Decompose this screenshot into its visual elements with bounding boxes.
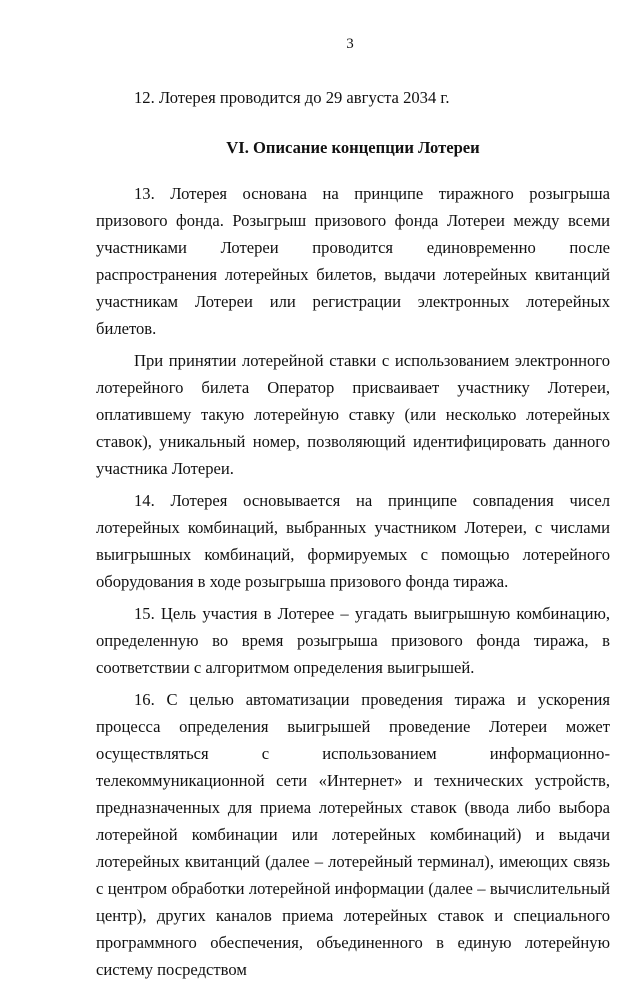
item-12: 12. Лотерея проводится до 29 августа 2034 г. [134,88,450,107]
section-heading: VI. Описание концепции Лотереи [226,138,480,157]
paragraph-14: 14. Лотерея основывается на принципе совпадения чисел лотерейных комбинаций, выбранных участником Лотереи, с числами выигрышных комбинаций, формируемых с помощью лотерейного оборудования в ходе розыгрыша призового фонда тиража. [96,491,610,591]
page-number: 3 [346,36,354,52]
paragraph-16: 16. С целью автоматизации проведения тиража и ускорения процесса определения выигрышей проведение Лотереи может осуществляться с использованием информационно-телекоммуникационной сети «Интернет» и технических устройств, предназначенных для приема лотерейных ставок (ввода либо выбора лотерейной комбинации или лотерейных комбинаций) и выдачи лотерейных квитанций (далее – лотерейный терминал), имеющих связь с центром обработки лотерейной информации (далее – вычислительный центр), других каналов приема лотерейных ставок и специального программного обеспечения, объединенного в единую лотерейную систему посредством [96,690,610,979]
paragraph-13: 13. Лотерея основана на принципе тиражного розыгрыша призового фонда. Розыгрыш призового фонда Лотереи между всеми участниками Лотереи проводится единовременно после распространения лотерейных билетов, выдачи лотерейных квитанций участникам Лотереи или регистрации электронных лотерейных билетов. [96,184,610,338]
paragraph-electronic-ticket: При принятии лотерейной ставки с использованием электронного лотерейного билета Оператор присваивает участнику Лотереи, оплатившему такую лотерейную ставку (или несколько лотерейных ставок), уникальный номер, позволяющий идентифицировать данного участника Лотереи. [96,351,610,478]
paragraph-15: 15. Цель участия в Лотерее – угадать выигрышную комбинацию, определенную во время розыгрыша призового фонда тиража, в соответствии с алгоритмом определения выигрышей. [96,604,610,677]
item-12-block [96,84,610,111]
body-text [96,180,610,983]
